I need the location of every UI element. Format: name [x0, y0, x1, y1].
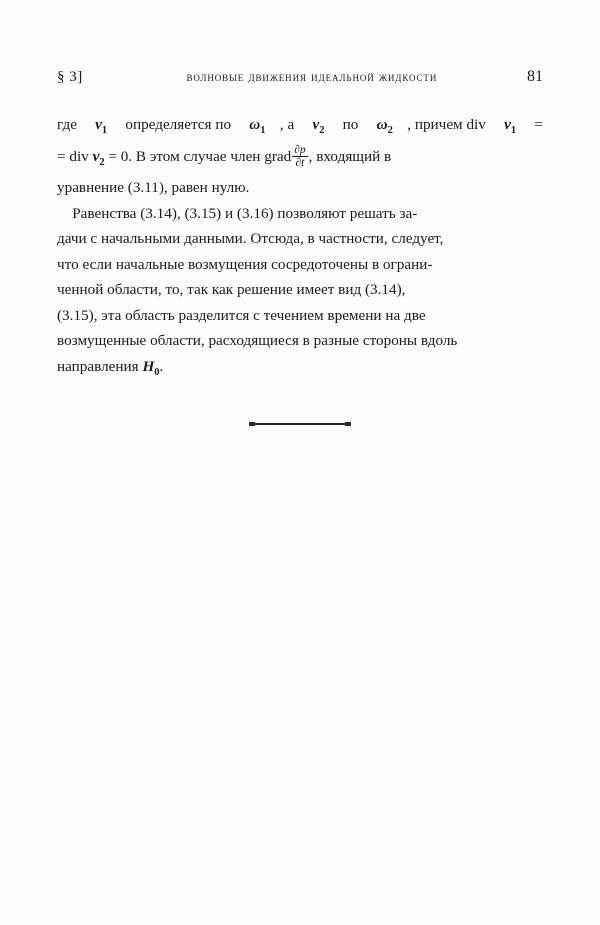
p1l1-vector-v3: $v_1$ [504, 116, 517, 137]
p2l1-text: Равенства (3.14), (3.15) и (3.16) позволяют решать за- [72, 204, 418, 222]
p1l1-seg-5: , причем div [407, 116, 490, 133]
paragraph-2-line-4: ченной области, то, так как решение имеет вид (3.14), [57, 281, 406, 299]
paragraph-2-line-3: что если начальные возмущения сосредоточены в ограни- [57, 255, 433, 273]
p1l1-vector-v1: $v_1$ [95, 116, 108, 137]
divider-rule [254, 423, 346, 425]
paragraph-1-line-1 [57, 112, 543, 144]
paragraph-1-line-3: уравнение (3.11), равен нулю. [57, 179, 250, 197]
p1l2-vector-v2: $v_2$ [92, 147, 105, 168]
section-divider [254, 421, 346, 427]
paragraph-2-line-2: дачи с начальными данными. Отсюда, в частности, следует, [57, 230, 444, 248]
paragraph-2-line-1 [57, 201, 543, 227]
paragraph-2-line-6: возмущенные области, расходящиеся в разные стороны вдоль [57, 332, 458, 350]
fraction-denominator: ∂t [292, 156, 307, 169]
page-content [57, 68, 543, 427]
p2l7-vector-h0: $H_0$ [142, 357, 160, 378]
p2l7-seg-1: направления [57, 357, 143, 375]
section-marker: § 3] [57, 69, 83, 85]
fraction-numerator: ∂p [294, 143, 306, 156]
p1l2-seg-3: , входящий в [308, 147, 392, 165]
p1l1-seg-2: определяется по [121, 116, 235, 133]
p1l1-seg-6: = [530, 116, 543, 133]
p2l7-seg-2: . [159, 357, 164, 375]
page-number: 81 [527, 68, 543, 85]
p1l1-omega-2: $\omega_2$ [376, 116, 393, 137]
fraction-dp-dt [292, 144, 307, 169]
p1l1-seg-3: , а [279, 116, 299, 133]
paragraph-2-line-7 [57, 354, 543, 386]
p1l1-seg-1: где [57, 116, 81, 133]
p1l1-omega-1: $\omega_1$ [249, 116, 266, 137]
paragraph-2 [57, 201, 543, 386]
p1l1-seg-4: по [338, 116, 363, 133]
p1l1-vector-v2: $v_2$ [312, 116, 325, 137]
running-title: волновые движения идеальной жидкости [186, 69, 438, 84]
paragraph-2-line-5: (3.15), эта область разделится с течением времени на две [57, 306, 426, 324]
running-head [57, 68, 543, 86]
paragraph-1 [57, 112, 543, 201]
p1l2-seg-1: = div [57, 147, 93, 165]
paragraph-1-line-2 [57, 144, 543, 176]
p1l2-seg-2: = 0. В этом случае член grad [104, 147, 292, 165]
